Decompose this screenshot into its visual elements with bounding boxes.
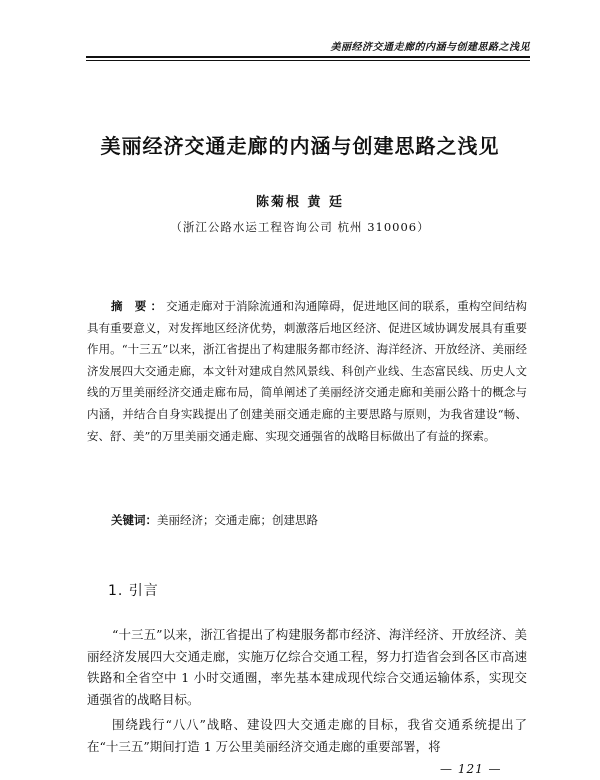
keywords-block <box>111 512 521 528</box>
body-paragraph: 围绕践行“八八”战略、建设四大交通走廊的目标，我省交通系统提出了在“十三五”期间打造 1 万公里美丽经济交通走廊的重要部署，将 <box>87 717 527 754</box>
running-header <box>86 38 530 58</box>
keywords-text: 美丽经济；交通走廊；创建思路 <box>157 513 318 527</box>
article-title: 美丽经济交通走廊的内涵与创建思路之浅见 <box>100 134 500 158</box>
abstract-text: 交通走廊对于消除流通和沟通障碍，促进地区间的联系，重构空间结构具有重要意义，对发挥地区经济优势，刺激落后地区经济、促进区域协调发展具有重要作用。“十三五”以来，浙江省提出了构建服务都市经济、海洋经济、开放经济、美丽经济发展四大交通走廊，本文针对建成自然风景线、科创产业线、生态富民线、历史人文线的万里美丽经济交通走廊布局，简单阐述了美丽经济交通走廊和美丽公路十的概念与内涵，并结合自身实践提出了创建美丽交通走廊的主要思路与原则，为我省建设“畅、安、舒、美”的万里美丽交通走廊、实现交通强省的战略目标做出了有益的探索。 <box>87 299 527 443</box>
keywords-label: 关键词： <box>111 513 157 527</box>
author-line: 陈菊根 黄 廷 <box>255 195 345 210</box>
body-paragraph: “十三五”以来，浙江省提出了构建服务都市经济、海洋经济、开放经济、美丽经济发展四大交通走廊，实施万亿综合交通工程，努力打造省会到各区市高速铁路和全省空中 1 小时交通圈，率先基本建成现代综合交通运输体系，实现交通强省的战略目标。 <box>87 627 527 707</box>
header-rule <box>86 60 530 61</box>
affiliation-line: （浙江公路水运工程咨询公司 杭州 310006） <box>170 220 430 234</box>
abstract-label: 摘 要： <box>111 299 167 313</box>
running-title: 美丽经济交通走廊的内涵与创建思路之浅见 <box>330 42 530 53</box>
abstract-block <box>87 296 527 447</box>
page-number: — 121 — <box>440 762 502 776</box>
body-text <box>87 624 527 757</box>
section-heading: 1. 引言 <box>108 583 159 599</box>
